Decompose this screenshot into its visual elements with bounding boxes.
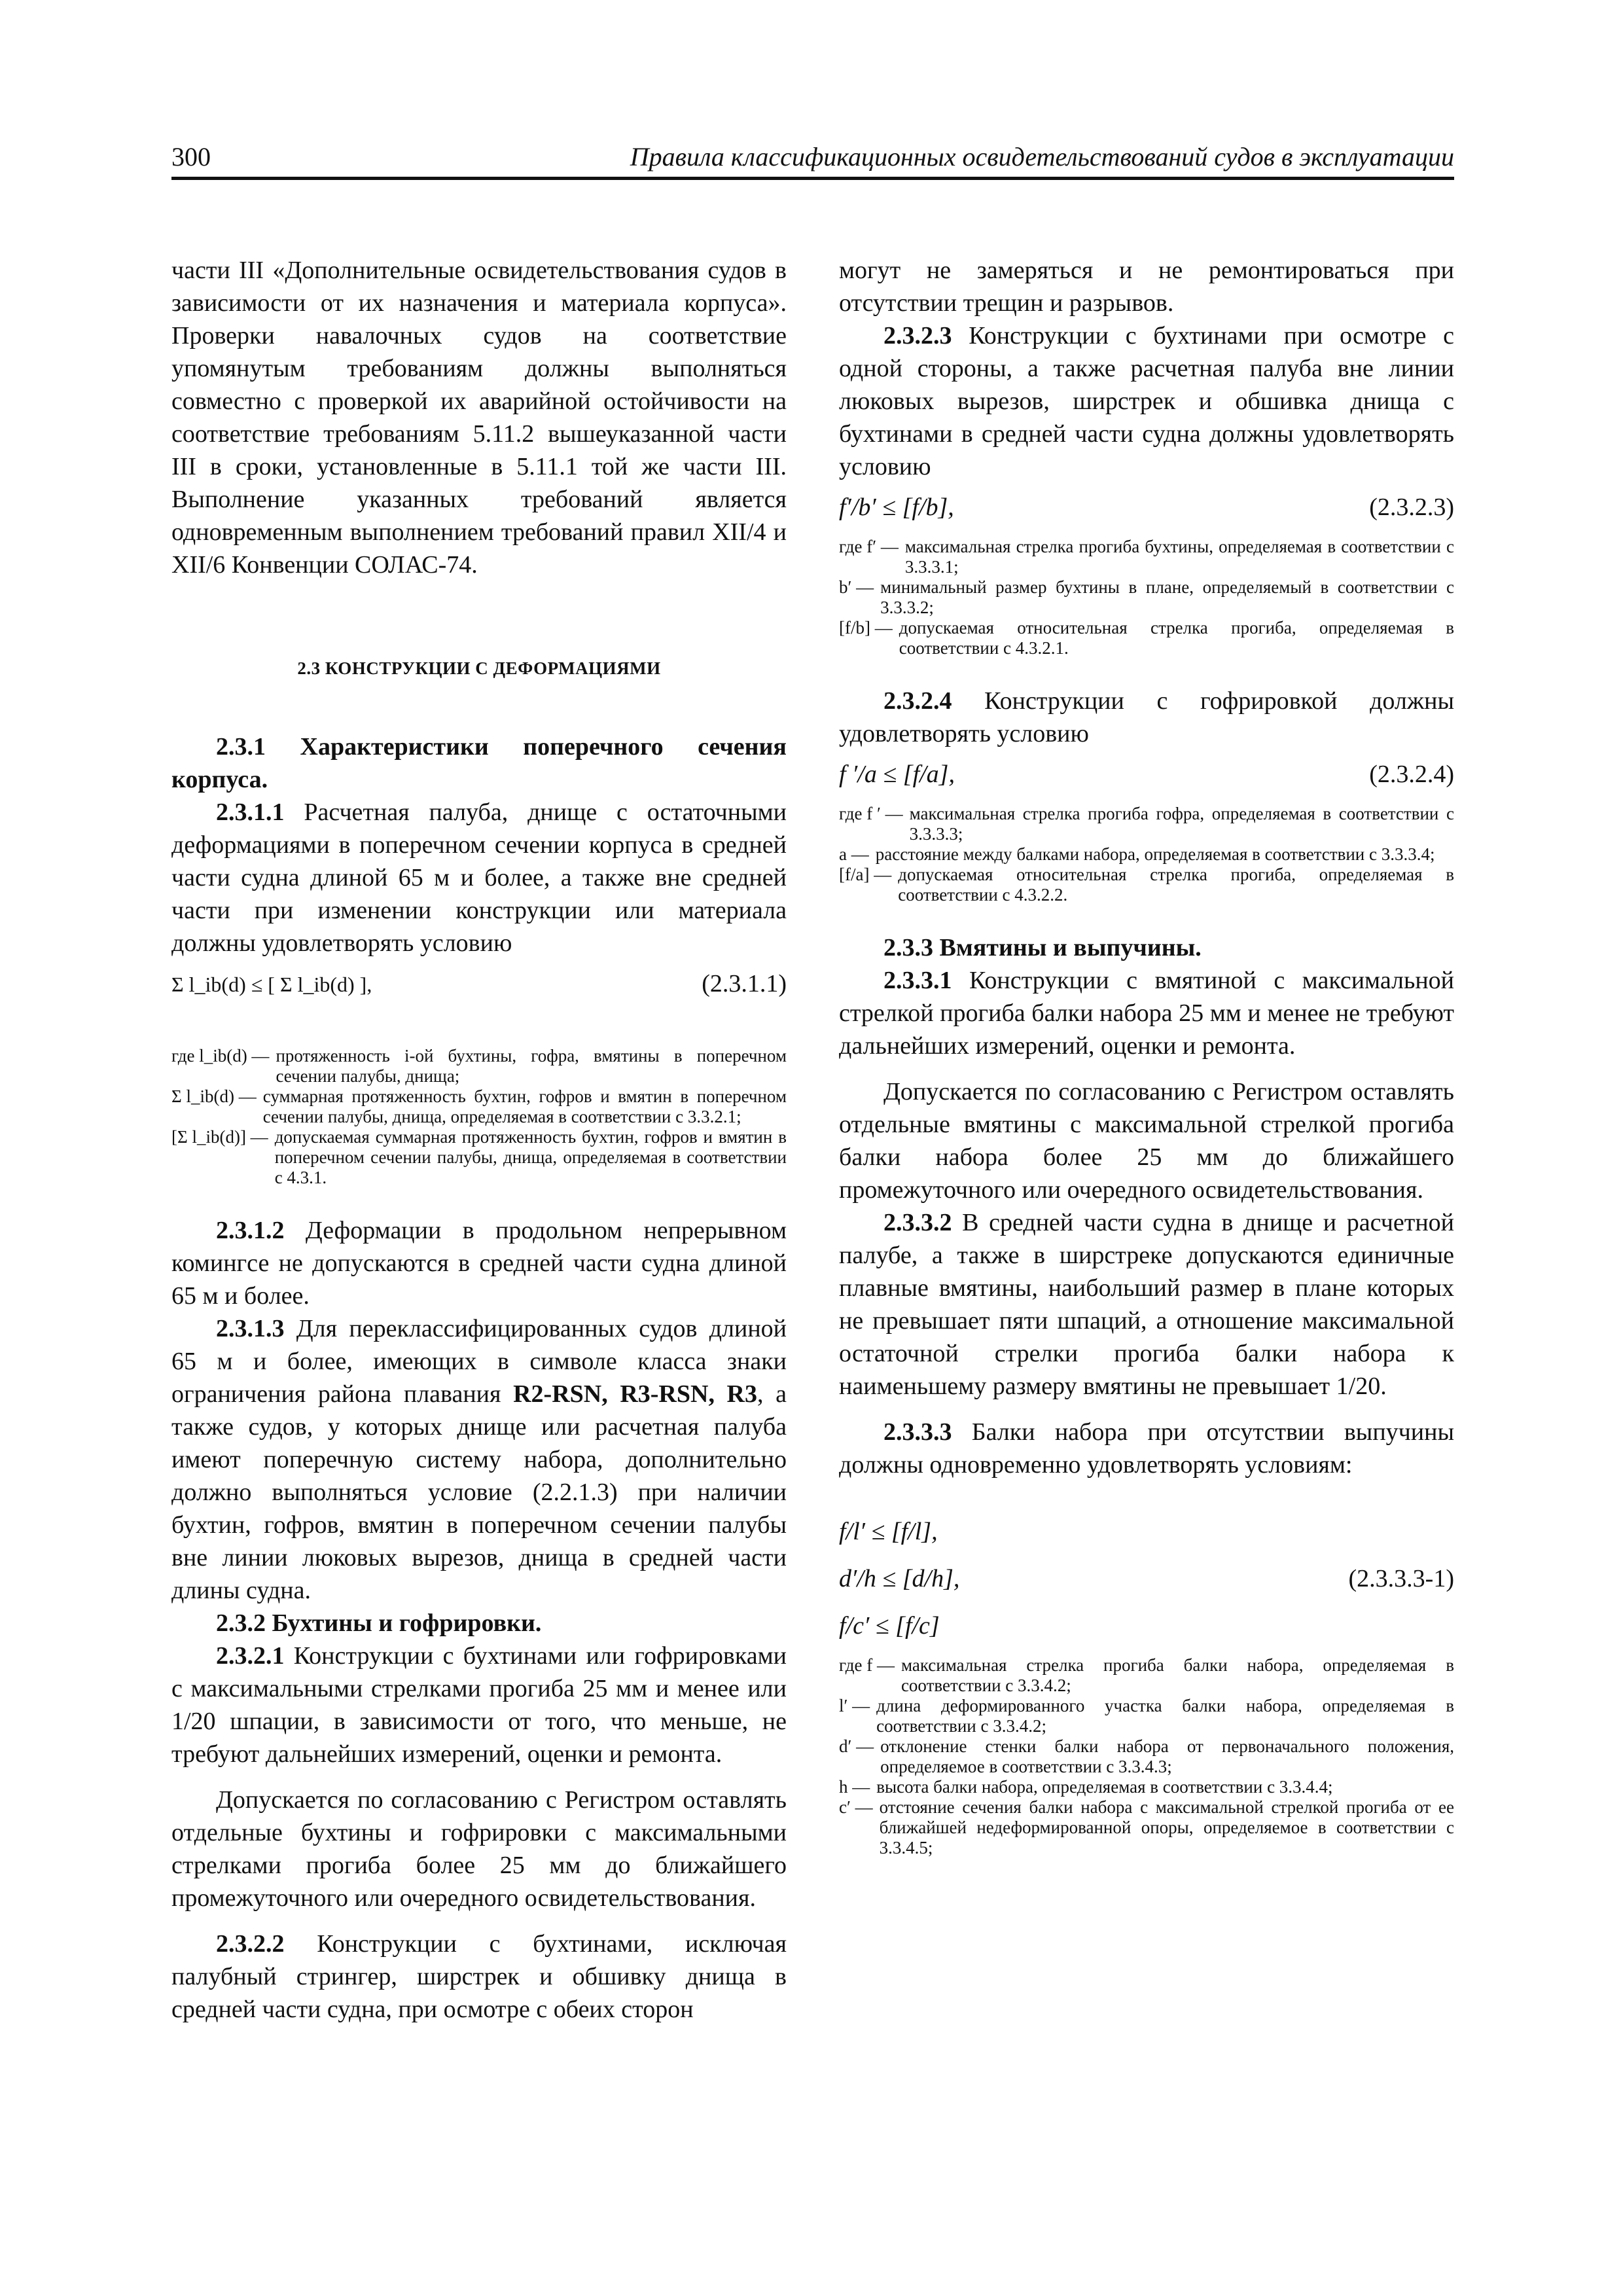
clause-2313 <box>171 1312 787 1607</box>
legend-symbol: h — <box>839 1777 870 1797</box>
legend-2324 <box>839 804 1454 905</box>
paragraph-continuation: могут не замеряться и не ремонтироваться при отсутствии трещин и разрывов. <box>839 257 1454 317</box>
legend-text: максимальная стрелка прогиба бухтины, определяемая в соответствии с 3.3.3.1; <box>904 537 1454 577</box>
legend-text: максимальная стрелка прогиба балки набора, определяемая в соответствии с 3.3.4.2; <box>901 1655 1454 1695</box>
clause-number: 2.3.3.3 <box>883 1418 952 1446</box>
legend-row <box>839 1736 1454 1777</box>
legend-text: допускаемая относительная стрелка прогиба, определяемая в соответствии с 4.3.2.1. <box>899 618 1454 658</box>
left-column <box>171 254 787 2026</box>
legend-row <box>839 844 1454 865</box>
legend-text: отклонение стенки балки набора от первоначального положения, определяемое в соответствии с 3.3.4.3; <box>880 1736 1454 1776</box>
clause-number: 2.3.2.3 <box>883 322 952 350</box>
clause-text: Конструкции с бухтинами, исключая палубный стрингер, ширстрек и обшивку днища в средней части судна, при осмотре с обеих сторон <box>171 1930 787 2023</box>
formula-expression: d′/h ≤ [d/h], <box>839 1565 960 1592</box>
legend-text: отстояние сечения балки набора с максимальной стрелкой прогиба от ее ближайшей недеформированной опоры, определяемое в соответствии с 3.3.4.5; <box>879 1797 1454 1857</box>
legend-row <box>171 1086 787 1127</box>
section-title: 2.3 КОНСТРУКЦИИ С ДЕФОРМАЦИЯМИ <box>297 658 661 678</box>
formula-expression: f′/b′ ≤ [f/b], <box>839 493 954 521</box>
clause-text: Конструкции с вмятиной с максимальной стрелкой прогиба балки набора 25 мм и менее не требуют дальнейших измерений, оценки и ремонта. <box>839 967 1454 1060</box>
legend-symbol: где l_ib(d) — <box>171 1046 270 1066</box>
clause-2332 <box>839 1206 1454 1403</box>
legend-row <box>839 865 1454 905</box>
clause-2321 <box>171 1640 787 1770</box>
legend-text: высота балки набора, определяемая в соответствии с 3.3.4.4; <box>876 1777 1333 1797</box>
legend-text: расстояние между балками набора, определяемая в соответствии с 3.3.3.4; <box>875 844 1435 864</box>
clause-text: Конструкции с бухтинами или гофрировками с максимальными стрелками прогиба 25 мм и менее или 1/20 шпации, в зависимости от того, что меньше, не требуют дальнейших измерений, оценки и ремонта. <box>171 1642 787 1768</box>
clause-2324 <box>839 685 1454 750</box>
legend-text: допускаемая суммарная протяженность бухтин, гофров и вмятин в поперечном сечении палубы, днища, определяемая в соответствии с 4.3.1. <box>274 1127 787 1187</box>
formula-2323 <box>839 491 1454 530</box>
heading-text: 2.3.2 Бухтины и гофрировки. <box>216 1609 542 1637</box>
subsection-heading-233 <box>839 931 1454 964</box>
legend-symbol: l′ — <box>839 1696 870 1715</box>
formula-2333-line2 <box>839 1562 1454 1602</box>
legend-row <box>171 1046 787 1086</box>
legend-row <box>839 804 1454 844</box>
legend-row <box>839 618 1454 658</box>
legend-text: минимальный размер бухтины в плане, определяемый в соответствии с 3.3.3.2; <box>880 577 1454 617</box>
legend-row <box>839 1655 1454 1696</box>
legend-row <box>171 1127 787 1188</box>
legend-row <box>839 577 1454 618</box>
clause-text: В средней части судна в днище и расчетной палубе, а также в ширстреке допускаются единичные плавные вмятины, наибольший размер в плане которых не превышает пяти шпаций, а отношение максимальной остаточной стрелки прогиба балки набора к наименьшему размеру вмятины не превышает 1/20. <box>839 1209 1454 1400</box>
class-marks: R2-RSN, R3-RSN, R3 <box>513 1380 758 1408</box>
legend-text: суммарная протяженность бухтин, гофров и вмятин в поперечном сечении палубы, днища, определяемая в соответствии с 3.3.2.1; <box>262 1086 787 1126</box>
legend-text: максимальная стрелка прогиба гофра, определяемая в соответствии с 3.3.3.3; <box>909 804 1454 844</box>
clause-number: 2.3.2.4 <box>883 687 952 715</box>
clause-number: 2.3.1.2 <box>216 1217 285 1244</box>
paragraph-continuation: части III «Дополнительные освидетельствования судов в зависимости от их назначения и материала корпуса». Проверки навалочных судов на соответствие упомянутым требованиям должны выполняться совместно с проверкой их аварийной остойчивости на соответствие требованиям 5.11.2 вышеуказанной части III в сроки, установленные в 5.11.1 той же части III. Выполнение указанных требований является одновременным выполнением требований правил XII/4 и XII/6 Конвенции СОЛАС-74. <box>171 257 787 579</box>
formula-expression: f/l′ ≤ [f/l], <box>839 1518 938 1545</box>
formula-expression: Σ l_ib(d) ≤ [ Σ l_ib(d) ], <box>171 973 372 996</box>
legend-symbol: Σ l_ib(d) — <box>171 1086 257 1106</box>
clause-text: Конструкции с бухтинами при осмотре с одной стороны, а также расчетная палуба вне линии люковых вырезов, ширстрек и обшивка днища с бухтинами в средней части судна должны удовлетворять условию <box>839 322 1454 480</box>
clause-number: 2.3.1.3 <box>216 1315 285 1342</box>
heading-text: 2.3.3 Вмятины и выпучины. <box>883 934 1202 961</box>
legend-symbol: [Σ l_ib(d)] — <box>171 1127 268 1147</box>
header-rule <box>171 177 1454 180</box>
legend-symbol: d′ — <box>839 1736 874 1756</box>
legend-row <box>839 1696 1454 1736</box>
legend-symbol: c′ — <box>839 1797 873 1817</box>
paragraph-allowance: Допускается по согласованию с Регистром оставлять отдельные бухтины и гофрировки с максимальными стрелками прогиба более 25 мм до ближайшего промежуточного или очередного освидетельствования. <box>171 1786 787 1912</box>
formula-number: (2.3.1.1) <box>702 970 787 997</box>
clause-2333 <box>839 1416 1454 1481</box>
legend-row <box>839 1777 1454 1797</box>
formula-number: (2.3.2.4) <box>1369 761 1454 788</box>
clause-text: Расчетная палуба, днище с остаточными деформациями в поперечном сечении корпуса в средней части судна длиной 65 м и более, а также вне средней части при изменении конструкции или материала должны удовлетворять условию <box>171 798 787 957</box>
subsection-heading-231 <box>171 730 787 796</box>
formula-2333-line3 <box>839 1609 1454 1649</box>
clause-text: Деформации в продольном непрерывном комингсе не допускаются в средней части судна длиной 65 м и более. <box>171 1217 787 1310</box>
legend-symbol: b′ — <box>839 577 874 597</box>
formula-number: (2.3.2.3) <box>1369 493 1454 521</box>
page-number: 300 <box>171 142 211 171</box>
clause-2311 <box>171 796 787 960</box>
formula-2333-line1 <box>839 1515 1454 1554</box>
subsection-heading-232 <box>171 1607 787 1640</box>
legend-symbol: где f′ — <box>839 537 899 556</box>
legend-symbol: где f — <box>839 1655 895 1675</box>
clause-2331 <box>839 964 1454 1062</box>
legend-row <box>839 537 1454 577</box>
clause-number: 2.3.3.1 <box>883 967 952 994</box>
clause-number: 2.3.1.1 <box>216 798 285 826</box>
legend-row <box>839 1797 1454 1858</box>
legend-text: протяженность i-ой бухтины, гофра, вмятины в поперечном сечении палубы, днища; <box>276 1046 787 1086</box>
legend-symbol: a — <box>839 844 869 864</box>
clause-number: 2.3.3.2 <box>883 1209 952 1236</box>
clause-2322 <box>171 1928 787 2026</box>
page-header <box>171 141 1454 181</box>
right-column <box>839 254 1454 1884</box>
clause-2312 <box>171 1214 787 1312</box>
legend-2323 <box>839 537 1454 658</box>
legend-2311 <box>171 1046 787 1188</box>
paragraph-allowance: Допускается по согласованию с Регистром оставлять отдельные вмятины с максимальной стрелкой прогиба балки набора более 25 мм до ближайшего промежуточного или очередного освидетельствования. <box>839 1078 1454 1204</box>
legend-symbol: [f/a] — <box>839 865 892 884</box>
clause-2323 <box>839 319 1454 483</box>
clause-text-cont: , а также судов, у которых днище или расчетная палуба имеют поперечную систему набора, дополнительно должно выполняться условие (2.2.1.3) при наличии бухтин, гофров, вмятин в поперечном сечении палубы вне линии люковых вырезов, днища в средней части длины судна. <box>171 1380 787 1604</box>
legend-text: длина деформированного участка балки набора, определяемая в соответствии с 3.3.4.2; <box>876 1696 1454 1736</box>
formula-number: (2.3.3.3-1) <box>1348 1565 1454 1592</box>
formula-2311 <box>171 967 787 1039</box>
clause-number: 2.3.2.2 <box>216 1930 285 1958</box>
legend-text: допускаемая относительная стрелка прогиба, определяемая в соответствии с 4.3.2.2. <box>898 865 1454 905</box>
clause-text: Конструкции с гофрировкой должны удовлетворять условию <box>839 687 1454 747</box>
clause-text: Балки набора при отсутствии выпучины должны одновременно удовлетворять условиям: <box>839 1418 1454 1479</box>
formula-2324 <box>839 758 1454 797</box>
formula-expression: f/c′ ≤ [f/c] <box>839 1612 940 1640</box>
heading-text: 2.3.1 Характеристики поперечного сечения корпуса. <box>171 733 787 793</box>
clause-text: Для переклассифицированных судов длиной 65 м и более, имеющих в символе класса знаки ограничения района плавания <box>171 1315 787 1408</box>
running-title: Правила классификационных освидетельствований судов в эксплуатации <box>630 142 1454 171</box>
legend-symbol: [f/b] — <box>839 618 893 637</box>
legend-symbol: где f ′ — <box>839 804 903 823</box>
legend-2333 <box>839 1655 1454 1858</box>
clause-number: 2.3.2.1 <box>216 1642 285 1670</box>
formula-expression: f ′/a ≤ [f/a], <box>839 761 955 788</box>
